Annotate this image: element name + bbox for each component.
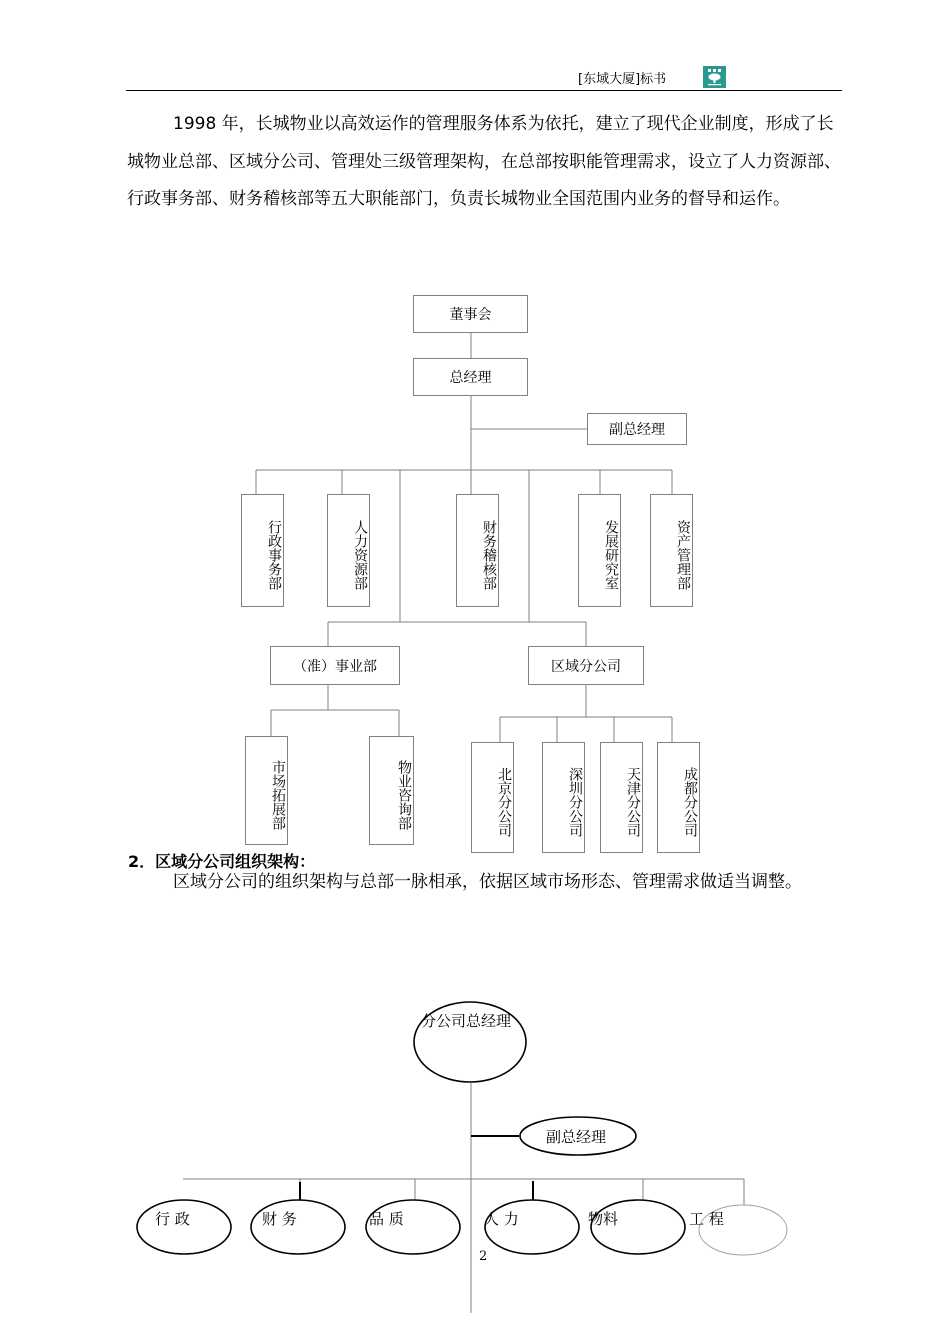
branch-unit-label: 财 务 — [262, 1210, 297, 1228]
branch-box: 北京分公司 — [471, 742, 514, 853]
branch-box: 成都分公司 — [657, 742, 700, 853]
branch-deputy-label: 副总经理 — [546, 1128, 607, 1146]
department-box: 财务稽核部 — [456, 494, 499, 607]
business-sub-box: 市场拓展部 — [245, 736, 288, 845]
business-sub-box: 物业咨询部 — [369, 736, 414, 845]
department-box: 资产管理部 — [650, 494, 693, 607]
department-box: 人力资源部 — [327, 494, 370, 607]
section-paragraph: 区域分公司的组织架构与总部一脉相承，依据区域市场形态、管理需求做适当调整。 — [173, 872, 802, 892]
branch-gm-label: 分公司总经理 — [421, 1012, 512, 1030]
branch-unit-label: 人 力 — [484, 1210, 519, 1228]
business-unit-box: （准）事业部 — [270, 646, 400, 685]
branch-box: 天津分公司 — [600, 742, 643, 853]
branch-box: 深圳分公司 — [542, 742, 585, 853]
header-title: [东域大厦]标书 — [578, 72, 667, 87]
general-manager-box: 总经理 — [413, 358, 528, 396]
board-box: 董事会 — [413, 295, 528, 333]
intro-paragraph: 1998 年，长城物业以高效运作的管理服务体系为依托，建立了现代企业制度，形成了长城物业总部、区域分公司、管理处三级管理架构，在总部按职能管理需求，设立了人力资源部、行政事务部、财务稽核部等五大职能部门，负责长城物业全国范围内业务的督导和运作。 — [127, 114, 841, 209]
regional-company-box: 区域分公司 — [528, 646, 644, 685]
department-box: 行政事务部 — [241, 494, 284, 607]
branch-unit-label: 行 政 — [155, 1210, 190, 1228]
branch-unit-label: 品 质 — [369, 1210, 404, 1228]
department-box: 发展研究室 — [578, 494, 621, 607]
branch-unit-label: 物料 — [588, 1210, 619, 1228]
branch-unit-label: 工 程 — [689, 1210, 724, 1228]
deputy-manager-box: 副总经理 — [587, 413, 687, 445]
page-number: 2 — [479, 1249, 488, 1264]
section-heading: 2．区域分公司组织架构： — [128, 852, 316, 871]
